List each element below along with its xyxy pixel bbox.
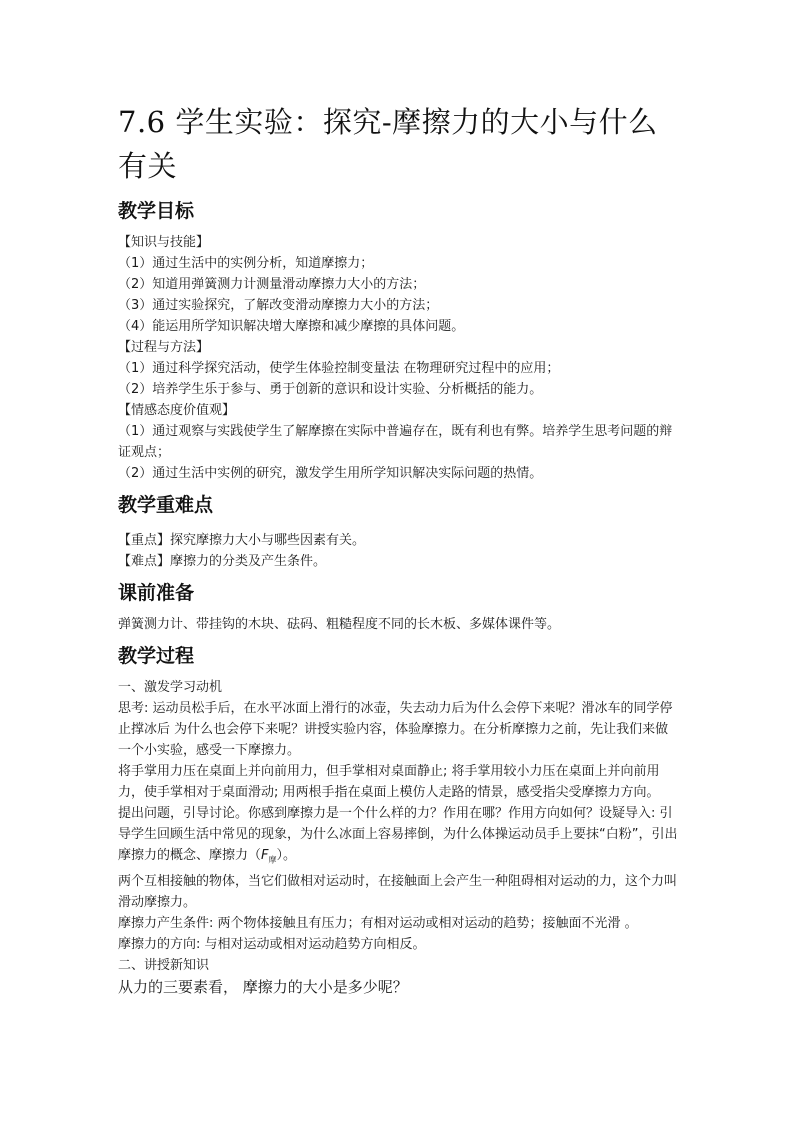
friction-symbol: F	[261, 848, 269, 863]
process-paragraph-text: 提出问题，引导讨论。你感到摩擦力是一个什么样的力？作用在哪？作用方向如何？设疑导入: 引导学生回顾生活中常见的现象，为什么冰面上容易摔倒，为什么体操运动员手上要抹“白粉”，引出摩擦力的概念、摩擦力（	[118, 806, 678, 863]
process-question: 从力的三要素看， 摩擦力的大小是多少呢？	[118, 977, 408, 996]
process-paragraph: 摩擦力的方向: 与相对运动或相对运动趋势方向相反。	[118, 936, 426, 952]
document-page	[118, 100, 678, 999]
goal-item: （2）培养学生乐于参与、勇于创新的意识和设计实验、分析概括的能力。	[118, 382, 543, 397]
section-title: 一、激发学习动机	[118, 680, 223, 695]
goal-item: （1）通过生活中的实例分析，知道摩擦力；	[118, 256, 374, 271]
key-point: 【重点】探究摩擦力大小与哪些因素有关。	[118, 533, 366, 548]
process-method-label: 【过程与方法】	[118, 340, 210, 355]
heading-preparation: 课前准备	[118, 582, 195, 604]
friction-subscript: 摩	[268, 855, 277, 865]
goal-item: （1）通过观察与实践使学生了解摩擦在实际中普遍存在，既有利也有弊。培养学生思考问题的辩证观点；	[118, 424, 673, 460]
goal-item: （3）通过实验探究，了解改变滑动摩擦力大小的方法；	[118, 298, 439, 313]
preparation-materials: 弹簧测力计、带挂钩的木块、砝码、粗糙程度不同的长木板、多媒体课件等。	[118, 617, 561, 632]
goal-item: （2）知道用弹簧测力计测量滑动摩擦力大小的方法；	[118, 277, 426, 292]
process-paragraph: 两个互相接触的物体，当它们做相对运动时，在接触面上会产生一种阻碍相对运动的力，这个力叫滑动摩擦力。	[118, 873, 678, 910]
goal-item: （4）能运用所学知识解决增大摩擦和减少摩擦的具体问题。	[118, 319, 465, 334]
attitude-values-label: 【情感态度价值观】	[118, 403, 236, 418]
process-paragraph: 摩擦力产生条件: 两个物体接触且有压力；有相对运动或相对运动的趋势；接触面不光滑 。	[118, 915, 638, 931]
knowledge-skills-label: 【知识与技能】	[118, 235, 210, 250]
process-paragraph: 思考: 运动员松手后，在水平冰面上滑行的冰壶，失去动力后为什么会停下来呢？滑冰车的同学停止撑冰后 为什么也会停下来呢？讲授实验内容，体验摩擦力。在分析摩擦力之前，先让我们来做一个小实验，感受一下摩擦力。	[118, 701, 673, 758]
goal-item: （1）通过科学探究活动，使学生体验控制变量法 在物理研究过程中的应用；	[118, 361, 560, 376]
heading-key-difficult-points: 教学重难点	[118, 494, 214, 516]
heading-teaching-process: 教学过程	[118, 645, 195, 667]
process-paragraph-text: ）。	[276, 848, 297, 863]
process-paragraph: 将手掌用力压在桌面上并向前用力，但手掌相对桌面静止; 将手掌用较小力压在桌面上并向前用力，使手掌相对于桌面滑动; 用两根手指在桌面上模仿人走路的情景，感受指尖受摩擦力方向。	[118, 764, 660, 800]
document-title	[118, 100, 678, 188]
title-line-2: 有关	[118, 149, 178, 183]
goal-item: （2）通过生活中实例的研究，激发学生用所学知识解决实际问题的热情。	[118, 466, 543, 481]
process-paragraph	[118, 803, 678, 871]
title-line-1: 7.6 学生实验：探究-摩擦力的大小与什么	[118, 105, 658, 139]
difficult-point: 【难点】摩擦力的分类及产生条件。	[118, 554, 327, 569]
section-title: 二、讲授新知识	[118, 957, 210, 973]
heading-teaching-goals: 教学目标	[118, 200, 195, 222]
